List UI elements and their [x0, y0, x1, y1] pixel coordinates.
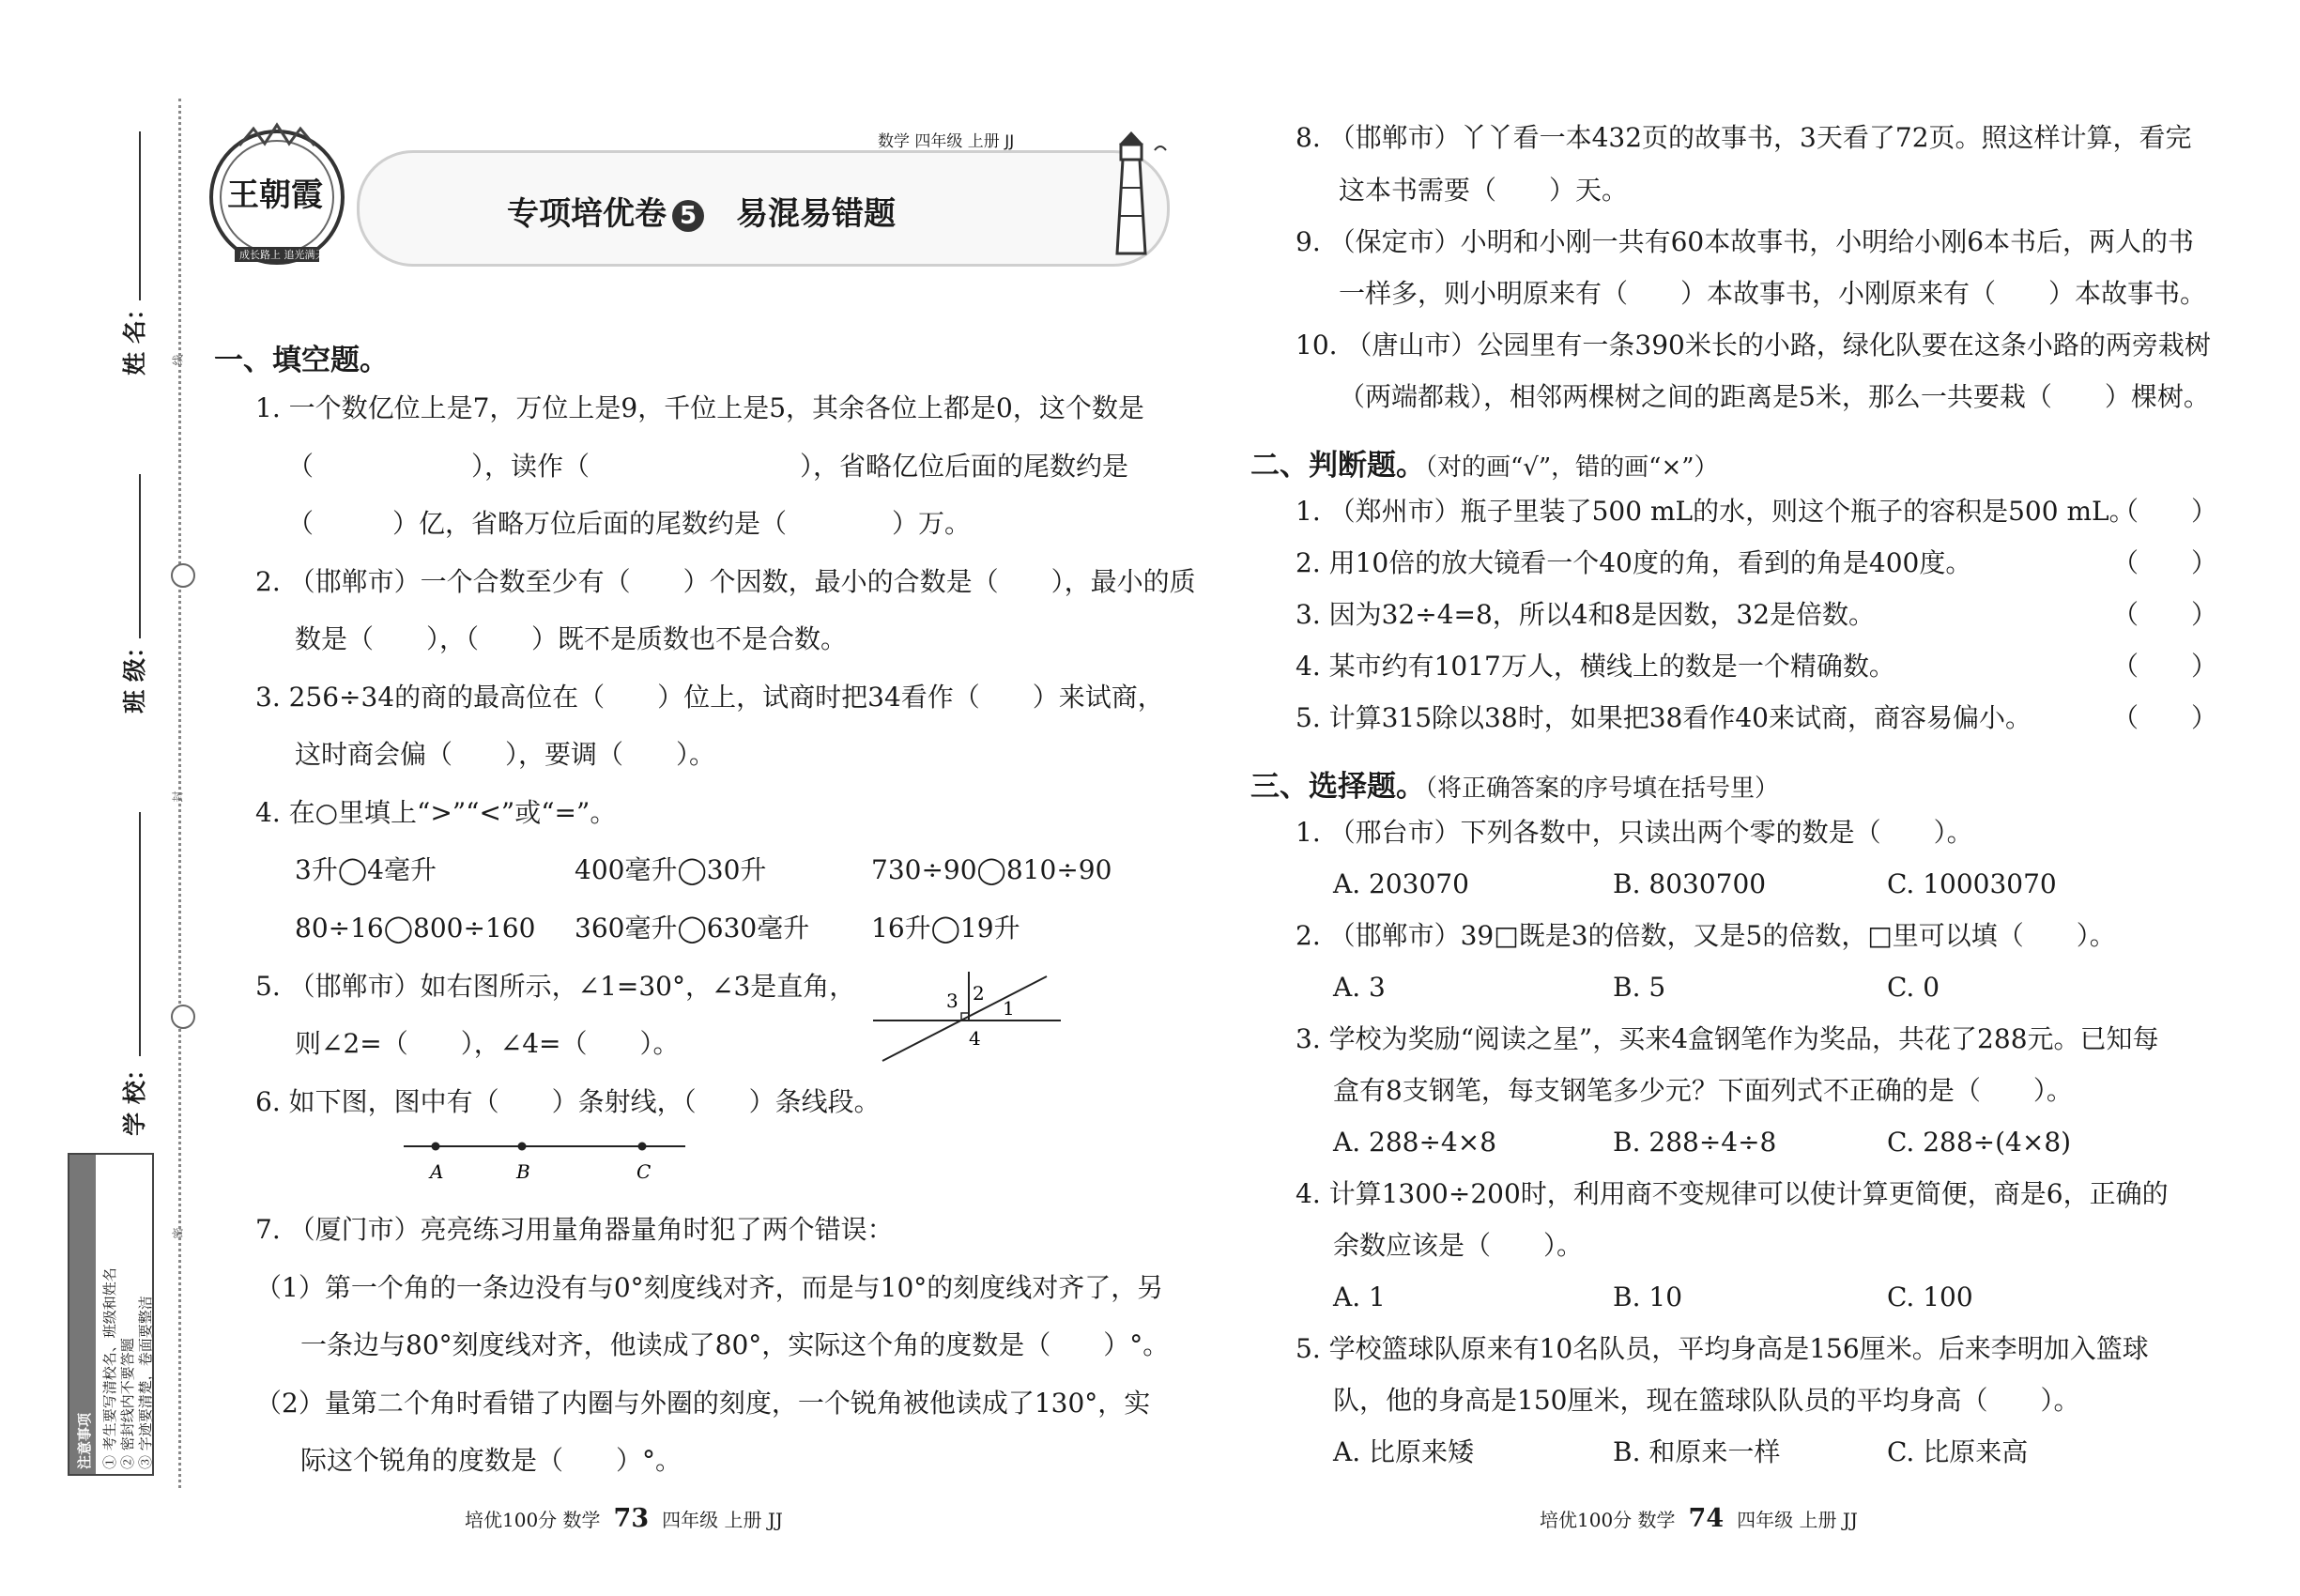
judge-paren-1[interactable]: （ ） — [2112, 496, 2218, 527]
notice-item-3: ③ 字迹要清楚，卷面要整洁 — [137, 1296, 154, 1469]
school-field-line[interactable] — [139, 812, 141, 1056]
choice-2-a[interactable]: A. 3 — [1333, 972, 1386, 1003]
q4-line1: 4. 在○里填上“>”“<”或“=”。 — [255, 797, 617, 828]
q10-line2: （两端都栽），相邻两棵树之间的距离是5米，那么一共要栽（ ）棵树。 — [1339, 381, 2210, 412]
compare-3: 730÷90◯810÷90 — [871, 854, 1112, 885]
q1-line2: （ ），读作（ ），省略亿位后面的尾数约是 — [287, 451, 1129, 482]
choice-4-c[interactable]: C. 100 — [1887, 1281, 1973, 1312]
judge-paren-4[interactable]: （ ） — [2112, 651, 2218, 682]
choice-4-q1: 4. 计算1300÷200时，利用商不变规律可以使计算更简便，商是6，正确的 — [1296, 1178, 2169, 1209]
notice-box — [68, 1153, 154, 1476]
cut-mark-3: 密 — [171, 1227, 185, 1239]
choice-5-q1: 5. 学校篮球队原来有10名队员，平均身高是156厘米。后来李明加入篮球 — [1296, 1333, 2149, 1364]
q10-line1: 10. （唐山市）公园里有一条390米长的小路，绿化队要在这条小路的两旁栽树 — [1296, 330, 2211, 361]
q5-line2: 则∠2=（ ），∠4=（ ）。 — [295, 1028, 680, 1059]
compare-1: 3升◯4毫升 — [295, 854, 437, 885]
choice-1-a[interactable]: A. 203070 — [1333, 868, 1469, 899]
footer-right-pre: 培优100分 数学 — [1540, 1509, 1676, 1531]
choice-5-q2: 队，他的身高是150厘米，现在篮球队队员的平均身高（ ）。 — [1333, 1385, 2080, 1416]
notice-title: 注意事项 — [76, 1412, 93, 1469]
logo-text: 王朝霞 — [227, 176, 323, 214]
footer-left-post: 四年级 上册 JJ — [662, 1509, 783, 1531]
q1-line3: （ ）亿，省略万位后面的尾数约是（ ）万。 — [287, 508, 972, 539]
q7-line2: （1）第一个角的一条边没有与0°刻度线对齐，而是与10°的刻度线对齐了，另 — [255, 1272, 1164, 1303]
footer-right — [1540, 1504, 1858, 1533]
name-field-line[interactable] — [139, 131, 141, 300]
page-number-right: 74 — [1688, 1504, 1725, 1533]
q3-line1: 3. 256÷34的商的最高位在（ ）位上，试商时把34看作（ ）来试商， — [255, 682, 1164, 713]
angle-diagram — [864, 962, 1070, 1066]
page-number-left: 73 — [613, 1504, 650, 1533]
choice-4-a[interactable]: A. 1 — [1333, 1281, 1386, 1312]
choice-5-b[interactable]: B. 和原来一样 — [1613, 1436, 1781, 1467]
binding-hole-2 — [171, 1005, 195, 1029]
binding-hole-1 — [171, 563, 195, 588]
footer-left-pre: 培优100分 数学 — [465, 1509, 601, 1531]
choice-5-c[interactable]: C. 比原来高 — [1887, 1436, 2029, 1467]
point-a: A — [430, 1160, 444, 1183]
choice-3-q2: 盒有8支钢笔，每支钢笔多少元？下面列式不正确的是（ ）。 — [1333, 1075, 2073, 1106]
q7-line1: 7. （厦门市）亮亮练习用量角器量角时犯了两个错误： — [255, 1214, 894, 1245]
choice-3-a[interactable]: A. 288÷4×8 — [1333, 1127, 1497, 1158]
angle-label-4: 4 — [969, 1027, 981, 1050]
angle-label-2: 2 — [973, 982, 985, 1005]
cut-mark-2: 封 — [171, 790, 185, 803]
title-number: 5 — [672, 200, 704, 232]
q9-line1: 9. （保定市）小明和小刚一共有60本故事书，小明给小刚6本书后，两人的书 — [1296, 226, 2195, 257]
choice-1-b[interactable]: B. 8030700 — [1613, 868, 1767, 899]
section-2-title: 二、判断题。 — [1250, 449, 1425, 483]
q6-line1: 6. 如下图，图中有（ ）条射线，（ ）条线段。 — [255, 1086, 881, 1117]
judge-paren-3[interactable]: （ ） — [2112, 599, 2218, 630]
angle-label-3: 3 — [946, 990, 958, 1012]
footer-right-post: 四年级 上册 JJ — [1737, 1509, 1858, 1531]
choice-3-q1: 3. 学校为奖励“阅读之星”，买来4盒钢笔作为奖品，共花了288元。已知每 — [1296, 1023, 2159, 1054]
judge-2: 2. 用10倍的放大镜看一个40度的角，看到的角是400度。 — [1296, 547, 1972, 578]
q2-line1: 2. （邯郸市）一个合数至少有（ ）个因数，最小的合数是（ ），最小的质 — [255, 566, 1196, 597]
choice-3-b[interactable]: B. 288÷4÷8 — [1613, 1127, 1777, 1158]
choice-2-q: 2. （邯郸市）39□既是3的倍数，又是5的倍数，□里可以填（ ）。 — [1296, 920, 2116, 951]
section-3-title: 三、选择题。 — [1250, 770, 1425, 804]
judge-1: 1. （郑州市）瓶子里装了500 mL的水，则这个瓶子的容积是500 mL。 — [1296, 496, 2136, 527]
logo-slogan: 成长路上 追光满天 — [239, 249, 326, 261]
judge-4: 4. 某市约有1017万人，横线上的数是一个精确数。 — [1296, 651, 1895, 682]
school-label: 学 校： — [120, 1057, 148, 1136]
choice-2-c[interactable]: C. 0 — [1887, 972, 1940, 1003]
cut-mark-1: 线 — [171, 354, 185, 366]
q3-line2: 这时商会偏（ ），要调（ ）。 — [295, 739, 716, 770]
choice-4-q2: 余数应该是（ ）。 — [1333, 1230, 1584, 1261]
ray-diagram — [394, 1131, 695, 1188]
class-label: 班 级： — [120, 635, 148, 714]
q7-line3: 一条边与80°刻度线对齐，他读成了80°，实际这个角的度数是（ ）°。 — [300, 1329, 1170, 1360]
compare-5: 360毫升◯630毫升 — [575, 913, 810, 944]
judge-3: 3. 因为32÷4=8，所以4和8是因数，32是倍数。 — [1296, 599, 1876, 630]
section-1-heading: 一、填空题。 — [214, 344, 389, 377]
judge-paren-5[interactable]: （ ） — [2112, 702, 2218, 733]
choice-1-c[interactable]: C. 10003070 — [1887, 868, 2057, 899]
angle-label-1: 1 — [1003, 997, 1015, 1020]
q2-line2: 数是（ ），（ ）既不是质数也不是合数。 — [295, 623, 848, 654]
lighthouse-icon — [1080, 122, 1183, 263]
section-2-heading — [1250, 441, 1719, 483]
page-title — [507, 188, 896, 234]
q9-line2: 一样多，则小明原来有（ ）本故事书，小刚原来有（ ）本故事书。 — [1339, 278, 2207, 309]
banner-meta: 数学 四年级 上册 JJ — [878, 132, 1015, 151]
compare-2: 400毫升◯30升 — [575, 854, 767, 885]
title-prefix: 专项培优卷 — [507, 195, 667, 233]
choice-3-c[interactable]: C. 288÷(4×8) — [1887, 1127, 2072, 1158]
notice-item-1: ① 考生要写清校名、班级和姓名 — [101, 1267, 118, 1469]
compare-4: 80÷16◯800÷160 — [295, 913, 536, 944]
section-2-note: （对的画“√”，错的画“×”） — [1425, 453, 1719, 482]
choice-1-q: 1. （邢台市）下列各数中，只读出两个零的数是（ ）。 — [1296, 817, 1973, 848]
compare-6: 16升◯19升 — [871, 913, 1020, 944]
section-3-heading — [1250, 762, 1779, 805]
q8-line1: 8. （邯郸市）丫丫看一本432页的故事书，3天看了72页。照这样计算，看完 — [1296, 122, 2192, 153]
choice-4-b[interactable]: B. 10 — [1613, 1281, 1683, 1312]
judge-paren-2[interactable]: （ ） — [2112, 547, 2218, 578]
q8-line2: 这本书需要（ ）天。 — [1339, 175, 1629, 206]
class-field-line[interactable] — [139, 474, 141, 638]
section-3-note: （将正确答案的序号填在括号里） — [1425, 775, 1780, 803]
q1-line1: 1. 一个数亿位上是7，万位上是9，千位上是5，其余各位上都是0，这个数是 — [255, 392, 1144, 423]
choice-2-b[interactable]: B. 5 — [1613, 972, 1666, 1003]
judge-5: 5. 计算315除以38时，如果把38看作40来试商，商容易偏小。 — [1296, 702, 2032, 733]
footer-left — [465, 1504, 783, 1533]
title-main: 易混易错题 — [736, 195, 896, 233]
q7-line4: （2）量第二个角时看错了内圈与外圈的刻度，一个锐角被他读成了130°，实 — [255, 1388, 1151, 1419]
q5-line1: 5. （邯郸市）如右图所示，∠1=30°，∠3是直角， — [255, 971, 856, 1002]
notice-item-2: ② 密封线内不要答题 — [119, 1338, 136, 1469]
q7-line5: 际这个锐角的度数是（ ）°。 — [300, 1445, 682, 1476]
name-label: 姓 名： — [120, 297, 148, 376]
point-b: B — [516, 1160, 530, 1183]
choice-5-a[interactable]: A. 比原来矮 — [1333, 1436, 1475, 1467]
point-c: C — [636, 1160, 652, 1183]
